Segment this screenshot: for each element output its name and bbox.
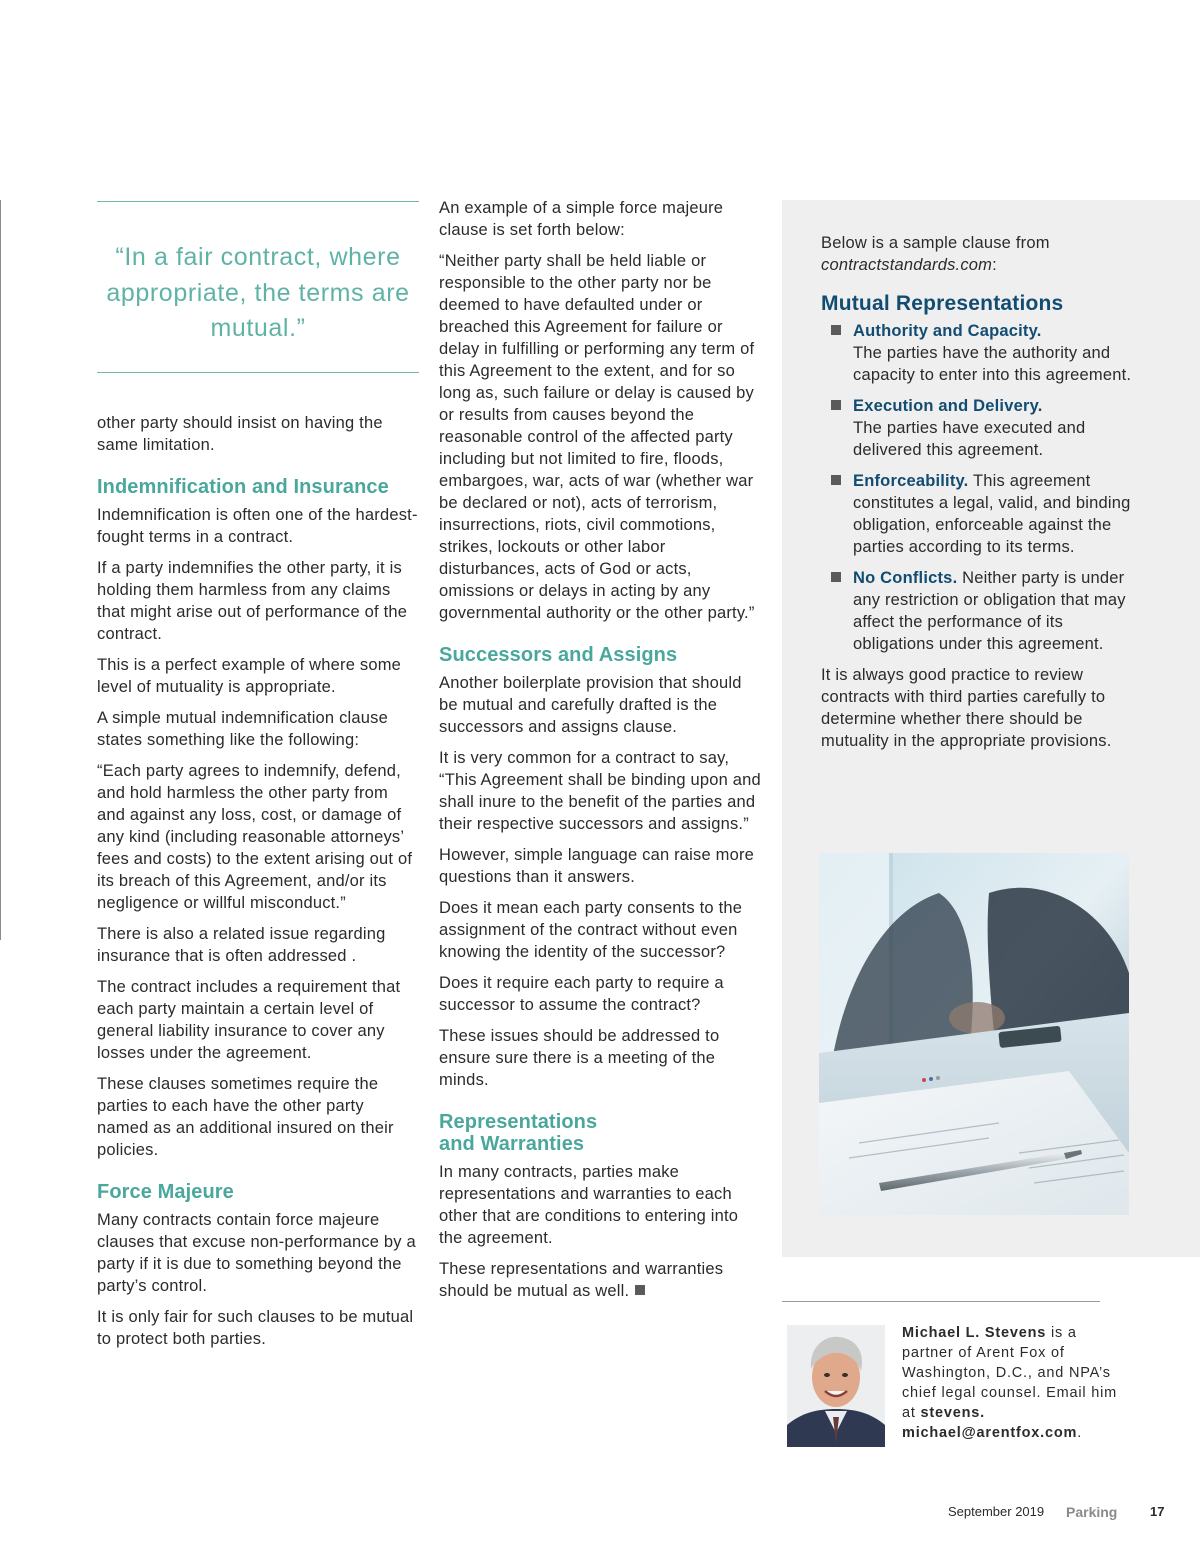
paragraph: If a party indemnifies the other party, it is holding them harmless from any claims that might arise out of performance of the contract.: [97, 559, 408, 643]
sidebar-content: [821, 232, 1146, 761]
sidebar-intro-text: Below is a sample clause from: [821, 234, 1050, 252]
representations-list: [821, 320, 1146, 655]
paragraph: In many contracts, parties make representations and warranties to each other that are conditions to entering into the agreement.: [439, 1163, 739, 1247]
handshake-photo-illustration: [819, 853, 1129, 1215]
list-item-text: Neither party is under any restriction or obligation that may affect the performance of its obligations under this agreement.: [853, 569, 1126, 653]
paragraph: This is a perfect example of where some level of mutuality is appropriate.: [97, 656, 402, 696]
handshake-photo: [819, 853, 1129, 1215]
author-headshot: [787, 1325, 885, 1447]
heading-force-majeure: Force Majeure: [97, 1181, 234, 1203]
paragraph: Does it mean each party consents to the assignment of the contract without even knowing the identity of the successor?: [439, 899, 743, 961]
force-majeure-clause-quote: “Neither party shall be held liable or responsible to the other party nor be deemed to have defaulted under or breached this Agreement for failure or delay in fulfilling or performing any term of this Agreement to the extent, and for so long as, such failure or delay is caused by or results from causes beyond the reasonable control of the affected party including but not limited to fire, floods, embargoes, war, acts of war (whether war be declared or not), acts of terrorism, insurrections, riots, civil commotions, strikes, lockouts or other labor disturbances, acts of God or acts, omissions or delays in acting by any governmental authority or the other party.”: [439, 252, 755, 622]
paragraph: The contract includes a requirement that each party maintain a certain level of general liability insurance to cover any losses under the agreement.: [97, 978, 401, 1062]
square-bullet-icon: [831, 572, 841, 582]
list-item-title: Enforceability.: [853, 472, 969, 490]
sidebar-intro-colon: :: [992, 256, 997, 274]
list-item-text: The parties have executed and delivered this agreement.: [853, 419, 1086, 459]
heading-successors: Successors and Assigns: [439, 644, 678, 666]
author-portrait-illustration: [787, 1325, 885, 1447]
bio-divider: [782, 1301, 1100, 1302]
author-name: Michael L. Stevens: [902, 1325, 1047, 1341]
heading-line: and Warranties: [439, 1133, 585, 1155]
column-2: [439, 197, 761, 1311]
list-item-text: The parties have the authority and capacity to enter into this agreement.: [853, 344, 1132, 384]
list-item-title: No Conflicts.: [853, 569, 958, 587]
paragraph: A simple mutual indemnification clause states something like the following:: [97, 709, 388, 749]
list-item: [821, 470, 1146, 558]
paragraph: There is also a related issue regarding insurance that is often addressed .: [97, 925, 386, 965]
paragraph: other party should insist on having the same limitation.: [97, 414, 383, 454]
heading-indemnification: Indemnification and Insurance: [97, 476, 389, 498]
paragraph: Another boilerplate provision that should be mutual and carefully drafted is the successors and assigns clause.: [439, 674, 742, 736]
paragraph: Indemnification is often one of the hardest-fought terms in a contract.: [97, 506, 418, 546]
sidebar-heading: Mutual Representations: [821, 292, 1064, 315]
sidebar-intro: [821, 232, 1146, 276]
author-bio-text: is a partner of Arent Fox of Washington, D.C., and NPA’s chief legal counsel. Email him at: [902, 1325, 1118, 1421]
end-of-article-square-icon: [635, 1285, 645, 1295]
paragraph: An example of a simple force majeure clause is set forth below:: [439, 199, 724, 239]
page-edge-line: [0, 200, 1, 940]
list-item-title: Execution and Delivery.: [853, 397, 1043, 415]
paragraph-text: These representations and warranties should be mutual as well.: [439, 1260, 724, 1300]
list-item-title: Authority and Capacity.: [853, 322, 1042, 340]
paragraph: Many contracts contain force majeure clauses that excuse non-performance by a party if it is due to something beyond the party’s control.: [97, 1211, 416, 1295]
paragraph: However, simple language can raise more questions than it answers.: [439, 846, 755, 886]
square-bullet-icon: [831, 325, 841, 335]
footer-page-number: 17: [1150, 1504, 1165, 1519]
sidebar-box: [782, 200, 1200, 1257]
paragraph: These issues should be addressed to ensure sure there is a meeting of the minds.: [439, 1027, 720, 1089]
square-bullet-icon: [831, 475, 841, 485]
list-item: [821, 395, 1146, 461]
paragraph: These clauses sometimes require the parties to each have the other party named as an additional insured on their policies.: [97, 1075, 394, 1159]
paragraph: Does it require each party to require a successor to assume the contract?: [439, 974, 724, 1014]
paragraph-final: [439, 1258, 761, 1302]
author-bio: [902, 1323, 1117, 1443]
footer-magazine-name: Parking: [1066, 1504, 1118, 1520]
heading-line: Representations: [439, 1111, 598, 1133]
heading-representations: [439, 1111, 761, 1155]
paragraph: It is only fair for such clauses to be mutual to protect both parties.: [97, 1308, 414, 1348]
list-item: [821, 567, 1146, 655]
sidebar-closing: It is always good practice to review contracts with third parties carefully to determine whether there should be mutuality in the appropriate provisions.: [821, 666, 1112, 750]
column-1: [97, 200, 419, 1359]
author-email[interactable]: stevens. michael@arentfox.com: [902, 1405, 1078, 1441]
author-bio-end: .: [1077, 1425, 1083, 1441]
pull-quote: “In a fair contract, where appropriate, the terms are mutual.”: [97, 201, 419, 373]
footer-date: September 2019: [948, 1504, 1045, 1519]
square-bullet-icon: [831, 400, 841, 410]
list-item-text: This agreement constitutes a legal, valid, and binding obligation, enforceable against the parties according to its terms.: [853, 472, 1131, 556]
sidebar-intro-site: contractstandards.com: [821, 256, 993, 274]
list-item: [821, 320, 1146, 386]
indemnification-clause-quote: “Each party agrees to indemnify, defend, and hold harmless the other party from and against any loss, cost, or damage of any kind (including reasonable attorneys’ fees and costs) to the extent arising out of its breach of this Agreement, and/or its negligence or willful misconduct.”: [97, 762, 413, 912]
paragraph: It is very common for a contract to say, “This Agreement shall be binding upon and shall inure to the benefit of the parties and their respective successors and assigns.”: [439, 749, 761, 833]
